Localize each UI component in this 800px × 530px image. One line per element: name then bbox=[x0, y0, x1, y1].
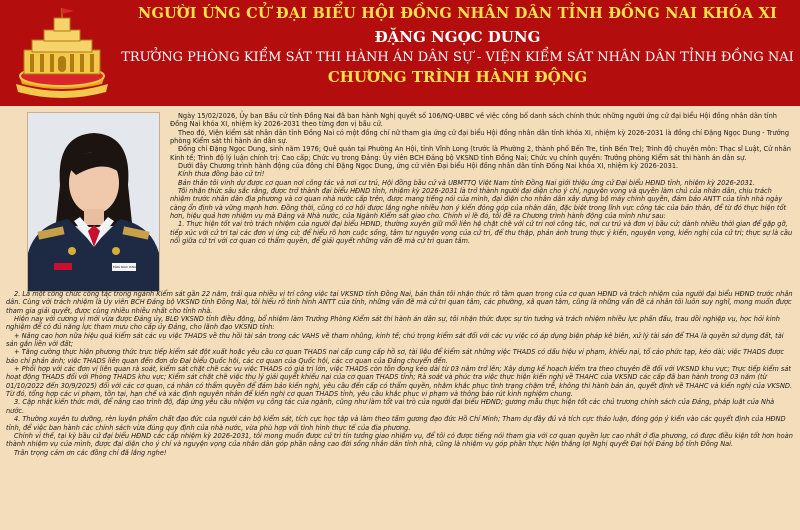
program-title: CHƯƠNG TRÌNH HÀNH ĐỘNG bbox=[327, 68, 588, 86]
paragraph: Hiện nay với cương vị mới vừa được Đảng ủy, BLĐ VKSND tỉnh điều động, bổ nhiệm làm Trưởng Phòng Kiểm sát thi hành án dân sự, tôi nhận thức được sự tin tưởng và trách nhiệm nhiều lực phấn đấu, trau dồi nghiệp vụ, học hỏi kinh nghiệm để có đủ năng lực tham mưu cho cấp ủy Đảng, cho lãnh đạo VKSND tỉnh: bbox=[6, 315, 780, 332]
greeting: Kính thưa đồng bào cử tri! bbox=[178, 170, 265, 179]
header-text bbox=[120, 4, 795, 87]
program-body bbox=[6, 290, 794, 457]
portrait-icon bbox=[28, 113, 159, 291]
paragraph: Bản thân tôi vinh dự được cơ quan nơi công tác và nơi cư trú, Hội đồng bầu cử và UBMTTQ Việt Nam tỉnh Đồng Nai giới thiệu ứng cử Đại biểu HĐND tỉnh, nhiệm kỳ 2026-2031. bbox=[178, 178, 756, 187]
paragraph: Theo đó, Viện kiểm sát nhân dân tỉnh Đồng Nai có một đồng chí nữ tham gia ứng cử đại biểu Hội đồng nhân dân tỉnh khóa XI, nhiệm kỳ 2026-2031 là đồng chí Đặng Ngọc Dung - Trưởng phòng Kiểm sát thi hành án dân sự. bbox=[170, 128, 790, 146]
closing-paragraph: Chính vì thế, tại kỳ bầu cử đại biểu HĐND các cấp nhiệm kỳ 2026-2031, tôi mong muốn được cử tri tín tưởng giao nhiệm vụ, để tôi có được tiếng nói tham gia với cơ quan quyền lực cao nhất ở địa phương, có được điều kiện tốt hơn hoàn thành nhiệm vụ của mình, được đại diện cho ý chí và nguyện vọng của nhân dân góp phần nâng cao đời sống nhân dân tỉnh nhà, cũng là nhiệm vụ góp phần thực hiện thắng lợi Nghị quyết Đại hội Đảng bộ tỉnh Đồng Nai. bbox=[6, 431, 793, 449]
header-banner bbox=[0, 0, 800, 106]
paragraph: Dưới đây Chương trình hành động của đồng chí Đặng Ngọc Dung, ứng cử viên Đại biểu Hội đồng nhân dân tỉnh Đồng Nai khóa XI, nhiệm kỳ 2026-2031. bbox=[178, 162, 679, 171]
program-item: 4. Thường xuyên tu dưỡng, rèn luyện phẩm chất đạo đức của người cán bộ kiểm sát, tích cực học tập và làm theo tấm gương đạo đức Hồ Chí Minh; Tham dự đầy đủ và tích cực thảo luận, đóng góp ý kiến vào các quyết định của HĐND tỉnh, để việc ban hành các chính sách vừa đúng quy định của nhà nước, vừa phù hợp với tình hình thực tế của địa phương. bbox=[6, 415, 786, 432]
candidate-name: ĐẶNG NGỌC DUNG bbox=[374, 28, 541, 46]
candidacy-title: NGƯỜI ỨNG CỬ ĐẠI BIỂU HỘI ĐỒNG NHÂN DÂN TỈNH ĐỒNG NAI KHÓA XI bbox=[138, 5, 777, 22]
program-item: 1. Thực hiện tốt vai trò trách nhiệm của người đại biểu HĐND, thường xuyên giữ mối liên hệ chặt chẽ với cử tri nơi công tác, nơi cư trú và đơn vị bầu cử; dành nhiều thời gian để gặp gỡ, tiếp xúc với cử tri tại các đơn vị ứng cử; để hiểu rõ hơn cuộc sống, tâm tư nguyện vọng của cử tri, để thu thập, phản ánh trung thực ý kiến, nguyện vọng, kiến nghị của cử tri; thực sự là cầu nối giữa cử tri với cơ quan có thẩm quyền, để giải quyết những vấn đề mà cử tri quan tâm. bbox=[170, 220, 793, 246]
paragraph: Ngày 15/02/2026, Ủy ban Bầu cử tỉnh Đồng Nai đã ban hành Nghị quyết số 106/NQ-UBBC về việc công bố danh sách chính thức những người ứng cử đại biểu Hội đồng nhân dân tỉnh Đồng Nai khóa XI, nhiệm kỳ 2026-2031 theo từng đơn vị bầu cử. bbox=[170, 112, 777, 129]
program-item: 3. Cập nhật kiến thức mới, để nâng cao trình độ, đáp ứng yêu cầu nhiệm vụ công tác của ngành, cũng như làm tốt vai trò của người đại biểu HĐND; gương mẫu thực hiện tốt các chủ trương chính sách của Đảng, pháp luật của Nhà nước. bbox=[6, 398, 775, 415]
paragraph: Tôi nhận thức sâu sắc rằng, được trở thành đại biểu HĐND tỉnh, nhiệm kỳ 2026-2031 là trở thành người đại diện cho ý chí, nguyện vọng và quyền làm chủ của nhân dân, chịu trách nhiệm trước nhân dân địa phương và cơ quan nhà nước cấp trên, được mang tiếng nói của mình, đại diện cho nhân dân xây dựng bộ máy chính quyền, đảm bảo ANTT của tỉnh nhà ngày càng ổn định và vững mạnh hơn. Đồng thời, cũng có cơ hội được lắng nghe nhiều hơn ý kiến đóng góp của nhân dân, đặc biệt trong lĩnh vực công tác của bản thân, để từ đó thực hiện tốt hơn, hiệu quả hơn nhiệm vụ mà Đảng và Nhà nước, của Ngành Kiểm sát giao cho. Chính vì lẽ đó, tôi đề ra Chương trình hành động của mình như sau: bbox=[170, 187, 787, 221]
thanks-line: Trân trọng cảm ơn các đồng chí đã lắng nghe! bbox=[14, 448, 167, 457]
program-subitem: + Tăng cường thực hiện phương thức trực tiếp kiểm sát đột xuất hoặc yêu cầu cơ quan THADS nai cấp cung cấp hồ sơ, tài liệu để kiểm sát những việc THADS có dấu hiệu vi phạm, khiếu nại, tố cáo phức tạp, kéo dài; việc THADS được báo chí phản ánh; việc THADS liên quan đến đơn do Đại biểu Quốc hội, các cơ quan của Quốc hội, các cơ quan của Đảng chuyển đến. bbox=[6, 348, 784, 365]
emblem-icon bbox=[10, 6, 114, 98]
program-subitem: + Nâng cao hơn nữa hiệu quả kiểm sát các vụ việc THADS về thu hồi tài sản trong các VAHS về tham nhũng, kinh tế; chú trọng kiểm sát đối với các vụ việc có áp dụng biện pháp kê biên, xử lý tài sản để THA là quyền sử dụng đất, tài sản gắn liền với đất; bbox=[6, 331, 784, 349]
program-subitem: + Phối hợp với các đơn vị liên quan rà soát, kiểm sát chặt chẽ các vụ việc THADS có giá trị lớn, việc THADS còn tồn đọng kéo dài từ 03 năm trở lên; Xây dựng kế hoạch kiểm tra theo chuyên đề đối với VKSND khu vực; Trực tiếp kiểm sát hoạt động THADS đối với Phòng THADS khu vực; Kiểm sát chặt chẽ việc thụ lý giải quyết khiếu nại của cơ quan THADS tỉnh; Rà soát và phúc tra việc thực hiện kiến nghị về THAHC của VKSND các cấp đã ban hành trong 03 năm (từ 01/10/2022 đến 30/9/2025) đối với các cơ quan, cá nhân có thẩm quyền để đảm bảo kiến nghị, yêu cầu đến cấp có thẩm quyền, nhằm khắc phục tình trạng chậm trễ, không thi hành bản án, quyết định về THAHC và kiến nghị của VKSND. Từ đó, tổng hợp các vi phạm, tồn tại, hạn chế và xác định nguyên nhân để kiến nghị cơ quan THADS tỉnh, yêu cầu khắc phục vi phạm và thông báo rút kinh nghiệm chung. bbox=[6, 365, 793, 399]
paragraph: Đồng chí Đặng Ngọc Dung, sinh năm 1976; Quê quán tại Phường An Hội, tỉnh Vĩnh Long (trước là Phường 2, thành phố Bến Tre, tỉnh Bến Tre); Trình độ chuyên môn: Thạc sĩ Luật, Cử nhân Kinh tế; Trình độ lý luận chính trị: Cao cấp; Chức vụ trong Đảng: Ủy viên BCH Đảng bộ VKSND tỉnh Đồng Nai; Chức vụ chính quyền: Trưởng phòng Kiểm sát thi hành án dân sự. bbox=[170, 145, 791, 162]
program-item: 2. Là một công chức công tác trong ngành Kiểm sát gần 22 năm, trải qua nhiều vị trí công việc tại VKSND tỉnh Đồng Nai, bản thân tôi nhận thức rõ tầm quan trọng của cơ quan HĐND và trách nhiệm của người đại biểu HĐND trước nhân dân. Cùng với trách nhiệm là Ủy viên BCH Đảng bộ VKSND tỉnh Đồng Nai, tôi hiểu rõ tình hình ANTT của tỉnh, những vấn đề mà cử tri quan tâm, các phường, xã quan tâm, cũng là những vấn đề cá nhân tôi luôn suy nghĩ, mong muốn được tham gia giải quyết, được cùng nhiều nhiều nhất cho tỉnh nhà. bbox=[6, 290, 793, 315]
name-badge-text: ĐẶNG NGỌC DUNG bbox=[113, 266, 137, 269]
candidate-position: TRƯỞNG PHÒNG KIỂM SÁT THI HÀNH ÁN DÂN SỰ - VIỆN KIỂM SÁT NHÂN DÂN TỈNH ĐỒNG NAI bbox=[121, 50, 794, 65]
intro-column bbox=[170, 112, 794, 246]
candidate-photo bbox=[27, 112, 160, 292]
